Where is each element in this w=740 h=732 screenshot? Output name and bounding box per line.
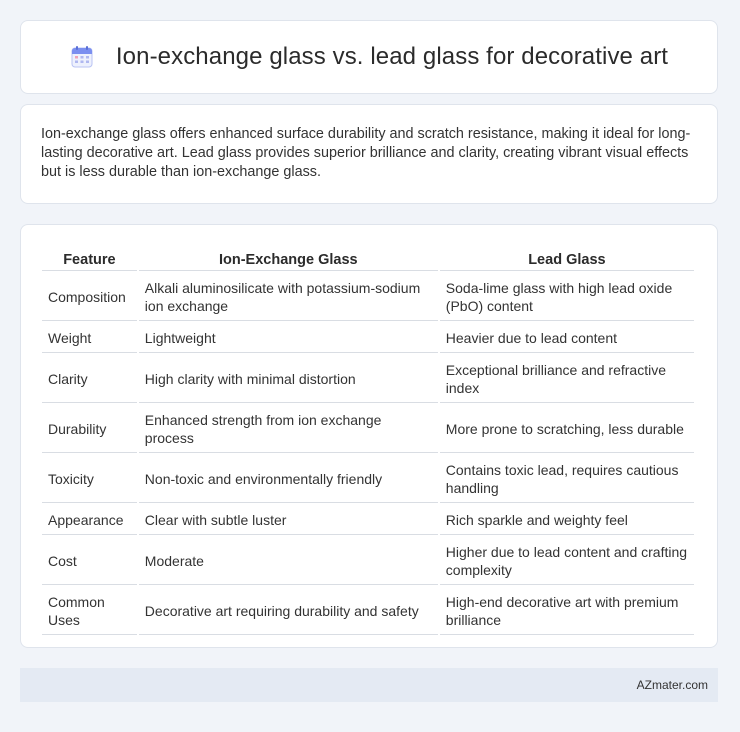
table-row — [42, 537, 694, 585]
table-row — [42, 405, 694, 453]
comparison-table — [40, 247, 696, 637]
ion-exchange-cell: Decorative art requiring durability and safety — [139, 587, 438, 635]
ion-exchange-cell: Moderate — [139, 537, 438, 585]
feature-cell: Common Uses — [42, 587, 137, 635]
feature-cell: Weight — [42, 323, 137, 353]
summary-text: Ion-exchange glass offers enhanced surface durability and scratch resistance, making it ideal for long-lasting decorative art. Lead glass provides superior brilliance and clarity, creating vibrant visual effects but is less durable than ion-exchange glass. — [41, 126, 691, 180]
lead-cell: Soda-lime glass with high lead oxide (PbO) content — [440, 273, 694, 321]
lead-cell: More prone to scratching, less durable — [440, 405, 694, 453]
feature-cell: Appearance — [42, 505, 137, 535]
calendar-icon — [70, 45, 94, 69]
feature-cell: Composition — [42, 273, 137, 321]
table-row — [42, 273, 694, 321]
ion-exchange-cell: Enhanced strength from ion exchange process — [139, 405, 438, 453]
comparison-table-card — [20, 224, 718, 648]
footer-brand[interactable]: AZmater.com — [636, 678, 708, 692]
table-header-row — [42, 249, 694, 271]
lead-cell: Rich sparkle and weighty feel — [440, 505, 694, 535]
feature-cell: Durability — [42, 405, 137, 453]
feature-cell: Toxicity — [42, 455, 137, 503]
ion-exchange-cell: Alkali aluminosilicate with potassium-sodium ion exchange — [139, 273, 438, 321]
summary-card — [20, 104, 718, 204]
page-title: Ion-exchange glass vs. lead glass for decorative art — [115, 43, 669, 70]
header-feature: Feature — [42, 249, 137, 271]
ion-exchange-cell: Lightweight — [139, 323, 438, 353]
ion-exchange-cell: High clarity with minimal distortion — [139, 355, 438, 403]
lead-cell: Higher due to lead content and crafting complexity — [440, 537, 694, 585]
lead-cell: High-end decorative art with premium brilliance — [440, 587, 694, 635]
lead-cell: Contains toxic lead, requires cautious handling — [440, 455, 694, 503]
lead-cell: Exceptional brilliance and refractive index — [440, 355, 694, 403]
footer — [20, 668, 718, 702]
header-lead: Lead Glass — [440, 249, 694, 271]
table-row — [42, 505, 694, 535]
ion-exchange-cell: Non-toxic and environmentally friendly — [139, 455, 438, 503]
feature-cell: Cost — [42, 537, 137, 585]
title-card — [20, 20, 718, 94]
feature-cell: Clarity — [42, 355, 137, 403]
table-row — [42, 455, 694, 503]
header-ion-exchange: Ion-Exchange Glass — [139, 249, 438, 271]
ion-exchange-cell: Clear with subtle luster — [139, 505, 438, 535]
lead-cell: Heavier due to lead content — [440, 323, 694, 353]
table-row — [42, 355, 694, 403]
table-row — [42, 587, 694, 635]
table-row — [42, 323, 694, 353]
